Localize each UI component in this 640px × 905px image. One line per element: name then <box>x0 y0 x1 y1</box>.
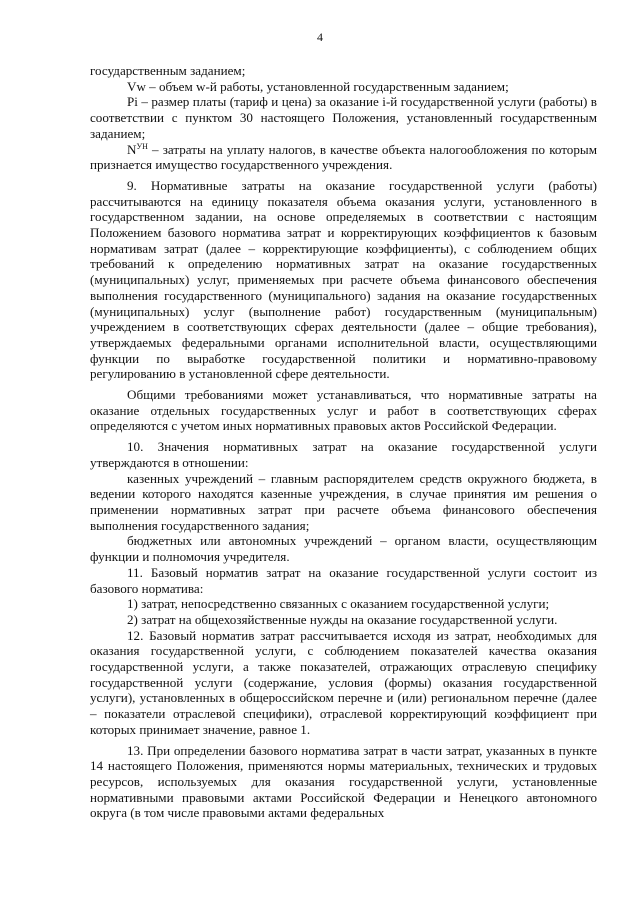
paragraph-item-12: 12. Базовый норматив затрат рассчитывается исходя из затрат, необходимых для оказания государственной услуги, с соблюдением показателей качества оказания государственной услуги, а также показателей, отражающих отраслевую специфику государственной услуги (содержание, условия (формы) оказания государственной услуги), установленных в общероссийском перечне и (или) региональном перечне (далее – показатели отраслевой специфики), отраслевой корректирующий коэффициент при которых принимает значение, равное 1. <box>90 627 597 737</box>
paragraph-tax-definition <box>90 142 597 173</box>
list-item-2: 2) затрат на общехозяйственные нужды на оказание государственной услуги. <box>127 611 558 627</box>
paragraph-item-11: 11. Базовый норматив затрат на оказание государственной услуги состоит из базового норматива: <box>90 564 597 596</box>
paragraph-item-10: 10. Значения нормативных затрат на оказание государственной услуги утверждаются в отношении: <box>90 439 597 470</box>
paragraph-item-13: 13. При определении базового норматива затрат в части затрат, указанных в пункте 14 настоящего Положения, применяются нормы материальных, технических и трудовых ресурсов, используемых для оказания государственной услуги, установленные нормативными правовыми актами Российской Федерации и Ненецкого автономного округа (в том числе правовыми актами федеральных <box>90 742 597 821</box>
tax-symbol: N <box>127 141 137 157</box>
paragraph-vw-definition: Vw – объем w-й работы, установленной государственным заданием; <box>127 78 509 94</box>
paragraph-general-requirements: Общими требованиями может устанавливаться, что нормативные затраты на оказание отдельных государственных услуг и работ в соответствующих сферах определяются с учетом иных нормативных правовых актов Российской Федерации. <box>90 387 597 434</box>
tax-symbol-superscript: УН <box>136 141 148 151</box>
paragraph-pi-definition: Pi – размер платы (тариф и цена) за оказание i-й государственной услуги (работы) в соответствии с пунктом 30 настоящего Положения, установленный государственным заданием; <box>90 94 597 141</box>
page-number: 4 <box>317 30 323 44</box>
paragraph-continuation: государственным заданием; <box>90 63 246 78</box>
tax-definition-text: – затраты на уплату налогов, в качестве объекта налогообложения по которым признается имущество государственного учреждения. <box>90 141 597 173</box>
paragraph-item-9: 9. Нормативные затраты на оказание государственной услуги (работы) рассчитываются на единицу показателя объема оказания услуги, установленного в государственном задании, на основе определяемых в соответствии с настоящим Положением базового норматива затрат и корректирующих коэффициентов к базовым нормативам затрат (далее – корректирующие коэффициенты), с соблюдением общих требований к определению нормативных затрат на оказание государственных (муниципальных) услуг, применяемых при расчете объема финансового обеспечения выполнения государственного (муниципального) задания на оказание государственных (муниципальных) услуг (выполнение работ) государственным (муниципальным) учреждением в соответствующих сферах деятельности (далее – общие требования), утверждаемых федеральными органами исполнительной власти, осуществляющими функции по выработке государственной политики и нормативно-правовому регулированию в установленной сфере деятельности. <box>90 177 597 382</box>
paragraph-state-institutions: казенных учреждений – главным распорядителем средств окружного бюджета, в ведении которого находятся казенные учреждения, в случае принятия им решения о применении нормативных затрат при расчете объема финансового обеспечения выполнения государственного задания; <box>90 470 597 533</box>
document-body <box>90 63 597 821</box>
list-item-1: 1) затрат, непосредственно связанных с оказанием государственной услуги; <box>127 596 550 612</box>
paragraph-budget-institutions: бюджетных или автономных учреждений – органом власти, осуществляющим функции и полномочия учредителя. <box>90 533 597 565</box>
